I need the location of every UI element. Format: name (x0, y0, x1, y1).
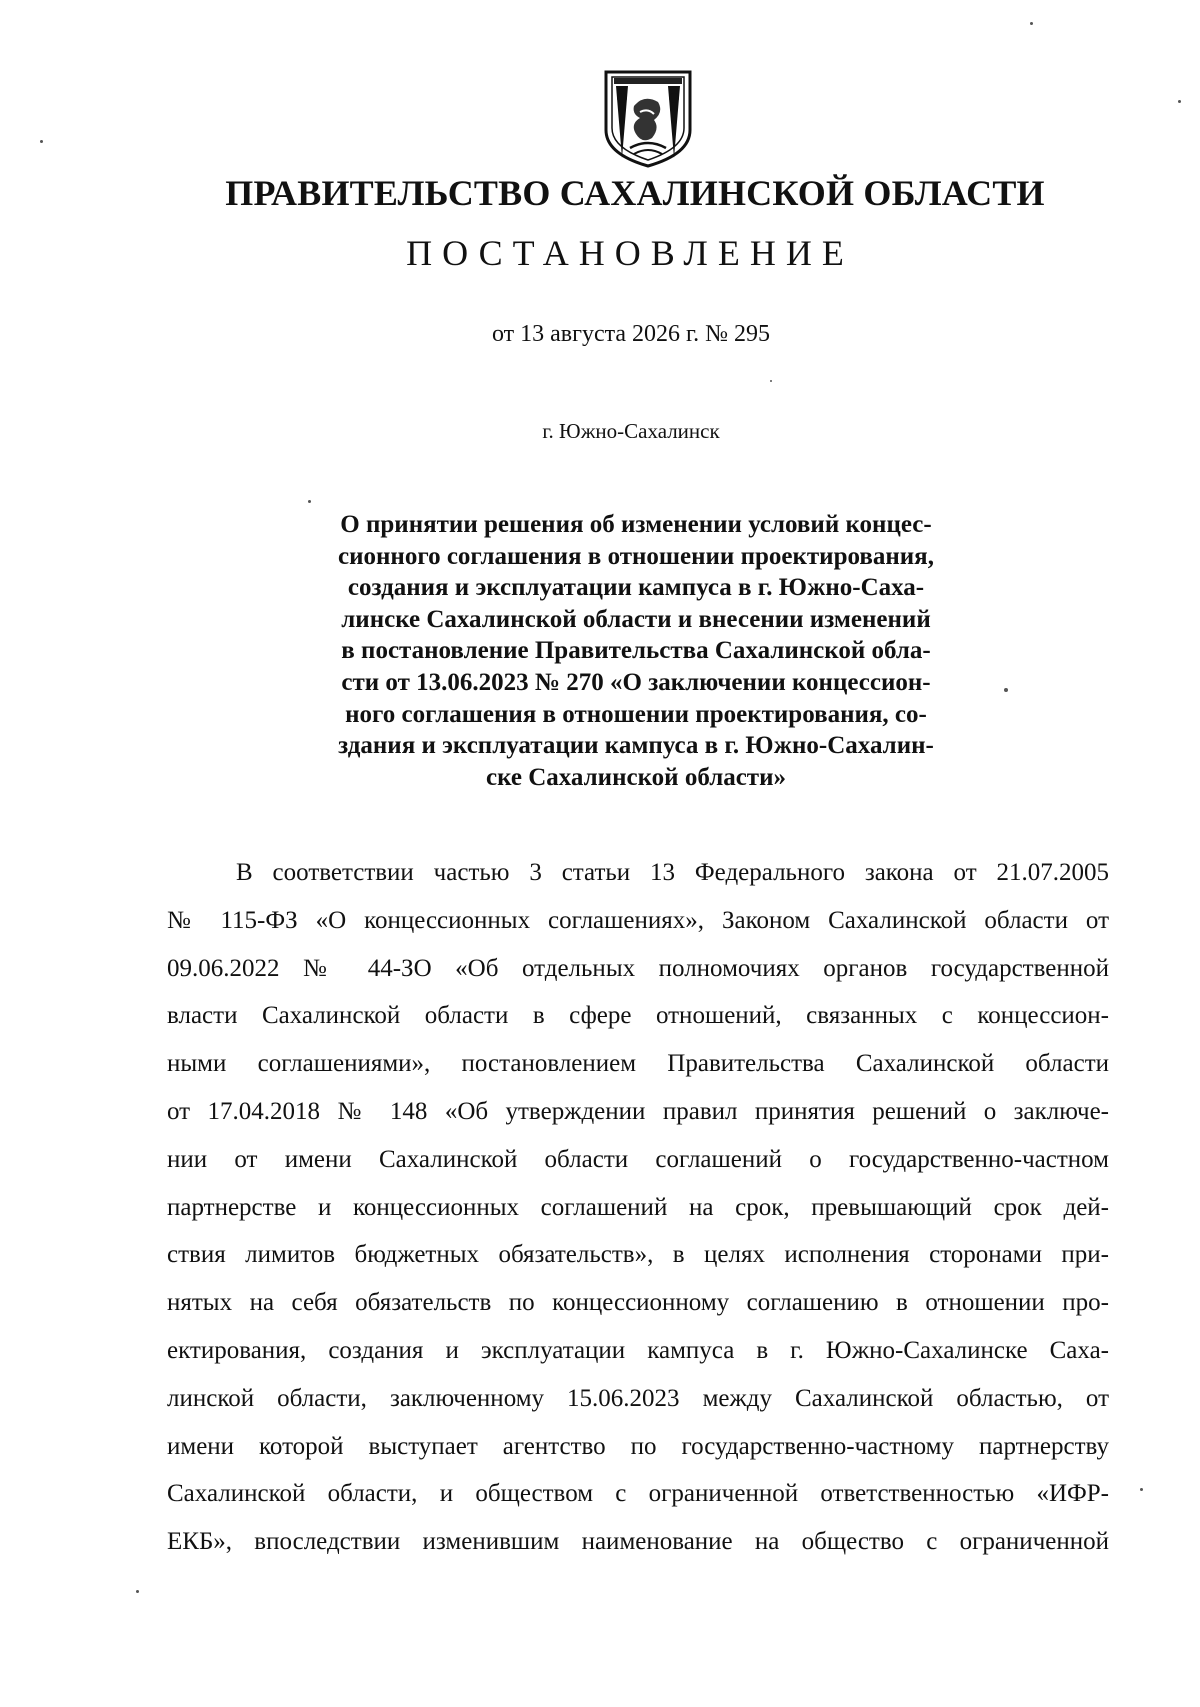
title-line: линске Сахалинской области и внесении изменений (341, 605, 931, 633)
document-body (167, 849, 1109, 1566)
title-line: сионного соглашения в отношении проектирования, (338, 542, 934, 570)
scan-speck (40, 140, 43, 143)
scan-speck (770, 380, 772, 382)
document-title (296, 509, 976, 793)
scan-speck (1004, 688, 1008, 692)
title-line: О принятии решения об изменении условий концес- (340, 511, 932, 538)
title-line: в постановление Правительства Сахалинской обла- (341, 637, 931, 665)
document-date-number: от 13 августа 2026 г. № 295 (491, 321, 771, 347)
body-line: нии от имени Сахалинской области соглашений о государственно-частном (167, 1145, 1109, 1173)
body-line: ствия лимитов бюджетных обязательств», в целях исполнения сторонами при- (167, 1241, 1109, 1269)
body-line: В соответствии частью 3 статьи 13 Федерального закона от 21.07.2005 (236, 859, 1109, 886)
body-line: 09.06.2022 № 44-ЗО «Об отдельных полномочиях органов государственной (167, 954, 1109, 982)
body-line: от 17.04.2018 № 148 «Об утверждении правил принятия решений о заключе- (167, 1097, 1109, 1125)
scan-speck (1178, 100, 1181, 103)
title-line: сти от 13.06.2023 № 270 «О заключении концессион- (341, 668, 931, 696)
scan-speck (308, 500, 311, 503)
body-line: Сахалинской области, и обществом с ограниченной ответственностью «ИФР- (167, 1480, 1109, 1508)
title-line: ного соглашения в отношении проектирования, со- (345, 700, 927, 728)
body-line: партнерстве и концессионных соглашений на срок, превышающий срок дей- (167, 1193, 1109, 1221)
scan-speck (1030, 22, 1033, 25)
body-line: ектирования, создания и эксплуатации кампуса в г. Южно-Сахалинске Саха- (167, 1336, 1109, 1364)
body-line: линской области, заключенному 15.06.2023 между Сахалинской областью, от (167, 1384, 1109, 1412)
body-line: ЕКБ», впоследствии изменившим наименование на общество с ограниченной (167, 1528, 1109, 1556)
body-line: № 115-ФЗ «О концессионных соглашениях», Законом Сахалинской области от (167, 906, 1109, 934)
body-line: имени которой выступает агентство по государственно-частному партнерству (167, 1432, 1109, 1460)
organization-name: ПРАВИТЕЛЬСТВО САХАЛИНСКОЙ ОБЛАСТИ (225, 173, 1045, 213)
title-line: здания и эксплуатации кампуса в г. Южно-Сахалин- (338, 732, 934, 760)
scan-speck (136, 1590, 139, 1593)
coat-of-arms-icon (600, 68, 696, 168)
scan-speck (1140, 1488, 1143, 1491)
title-line: создания и эксплуатации кампуса в г. Южно-Саха- (347, 574, 925, 602)
title-line: ске Сахалинской области» (485, 763, 786, 791)
city: г. Южно-Сахалинск (542, 419, 720, 443)
body-line: власти Сахалинской области в сфере отношений, связанных с концессион- (167, 1002, 1109, 1030)
document-type: ПОСТАНОВЛЕНИЕ (406, 233, 854, 273)
body-line: ными соглашениями», постановлением Правительства Сахалинской области (167, 1050, 1109, 1078)
body-line: нятых на себя обязательств по концессионному соглашению в отношении про- (167, 1289, 1109, 1317)
